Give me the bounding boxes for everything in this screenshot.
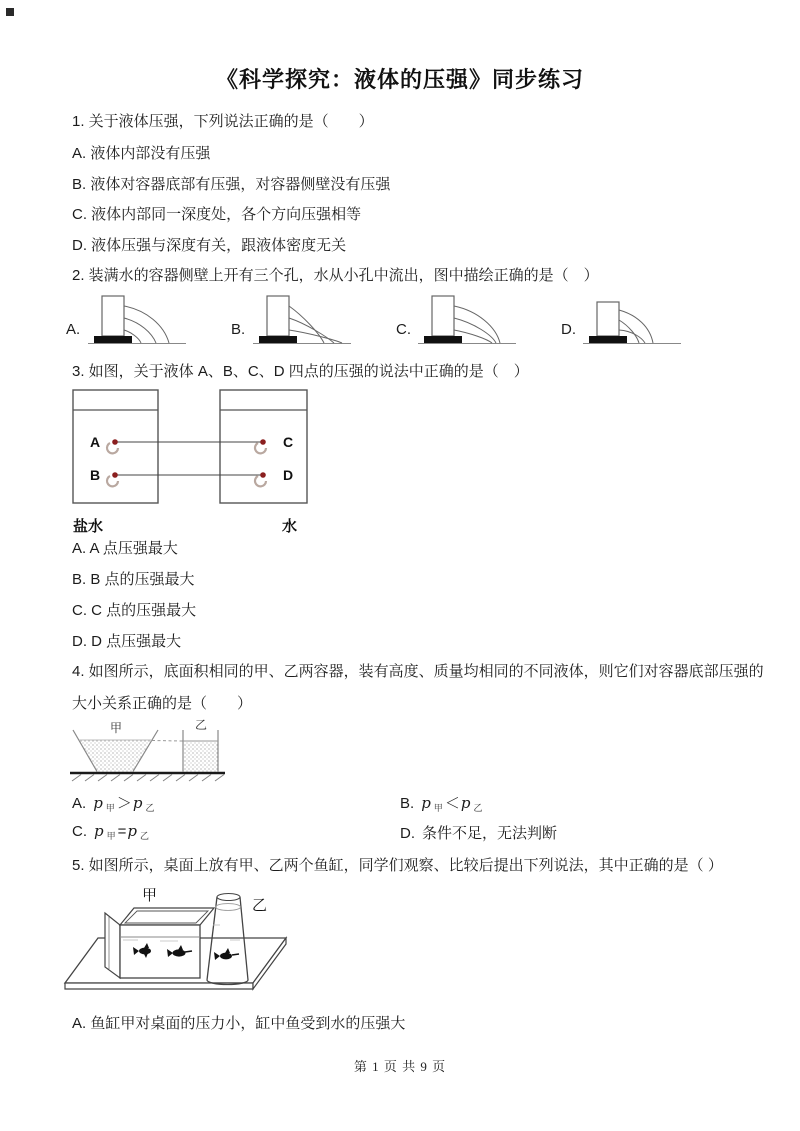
q2-figure-c-drawing [418, 292, 518, 354]
q2-figure-c [396, 292, 518, 354]
q4-option-a: A. p $_甲$ ＞p $_乙$ [72, 794, 155, 813]
q3-option-c: C. C 点的压强最大 [72, 602, 197, 619]
q4-stem-line1: 4. 如图所示，底面积相同的甲、乙两容器，装有高度、质量均相同的不同液体，则它们对容器底部压强的 [72, 663, 764, 680]
q2-figure-d-label: D. [561, 321, 576, 338]
q4-left-container-label: 甲 [110, 721, 123, 735]
q3-option-a: A. A 点压强最大 [72, 540, 178, 557]
q4-option-c: C. p $_甲$ =p $_乙$ [72, 822, 150, 841]
q2-figure-b [231, 292, 353, 354]
q4-option-b: B. p $_甲$ ＜p $_乙$ [400, 794, 483, 813]
q3-point-c-label: C [283, 434, 294, 450]
q5-right-tank-label: 乙 [252, 897, 268, 914]
q3-point-a-label: A [90, 434, 101, 450]
page-title: 《科学探究：液体的压强》同步练习 [215, 67, 584, 92]
q4-option-b-label: B. [400, 795, 415, 812]
q4-option-c-label: C. [72, 823, 87, 840]
q2-figure-c-label: C. [396, 321, 411, 338]
scan-corner-artifact [6, 8, 14, 16]
page-footer: 第 1 页 共 9 页 [353, 1059, 447, 1074]
q5-left-tank-label: 甲 [142, 887, 158, 904]
q2-figure-a-label: A. [66, 321, 81, 338]
q5-figure [60, 880, 295, 1012]
q3-point-d-label: D [283, 467, 294, 483]
q2-figure-b-label: B. [231, 321, 246, 338]
q4-option-d-label: D. [400, 825, 415, 842]
q3-point-b-label: B [90, 467, 101, 483]
q2-stem: 2. 装满水的容器侧壁上开有三个孔，水从小孔中流出，图中描绘正确的是（ ） [72, 267, 599, 284]
q4-stem-line2: 大小关系正确的是（ ） [72, 695, 253, 712]
q4-option-a-label: A. [72, 795, 87, 812]
q2-figure-d [561, 292, 683, 354]
q2-figure-a-drawing [88, 292, 188, 354]
q3-option-d: D. D 点压强最大 [72, 633, 182, 650]
q3-stem: 3. 如图，关于液体 A、B、C、D 四点的压强的说法中正确的是（ ） [72, 363, 529, 380]
q2-figure-d-drawing [583, 292, 683, 354]
q1-stem: 1. 关于液体压强，下列说法正确的是（ ） [72, 113, 374, 130]
q2-figure-b-drawing [253, 292, 353, 354]
q2-figure-a [66, 292, 188, 354]
q4-right-container-label: 乙 [195, 718, 208, 732]
q3-figure [70, 385, 320, 535]
q1-option-a: A. 液体内部没有压强 [72, 145, 211, 162]
q5-stem: 5. 如图所示，桌面上放有甲、乙两个鱼缸，同学们观察、比较后提出下列说法，其中正确的是（ ） [72, 857, 723, 874]
q5-option-a: A. 鱼缸甲对桌面的压力小，缸中鱼受到水的压强大 [72, 1015, 406, 1032]
q1-option-d: D. 液体压强与深度有关，跟液体密度无关 [72, 237, 347, 254]
q3-option-b: B. B 点的压强最大 [72, 571, 195, 588]
q4-figure [68, 716, 238, 786]
q3-left-caption: 盐水 [73, 518, 104, 535]
q1-option-c: C. 液体内部同一深度处，各个方向压强相等 [72, 206, 362, 223]
q3-right-caption: 水 [282, 518, 298, 535]
q4-option-d: D. 条件不足，无法判断 [400, 825, 558, 842]
q1-option-b: B. 液体对容器底部有压强，对容器侧壁没有压强 [72, 176, 391, 193]
